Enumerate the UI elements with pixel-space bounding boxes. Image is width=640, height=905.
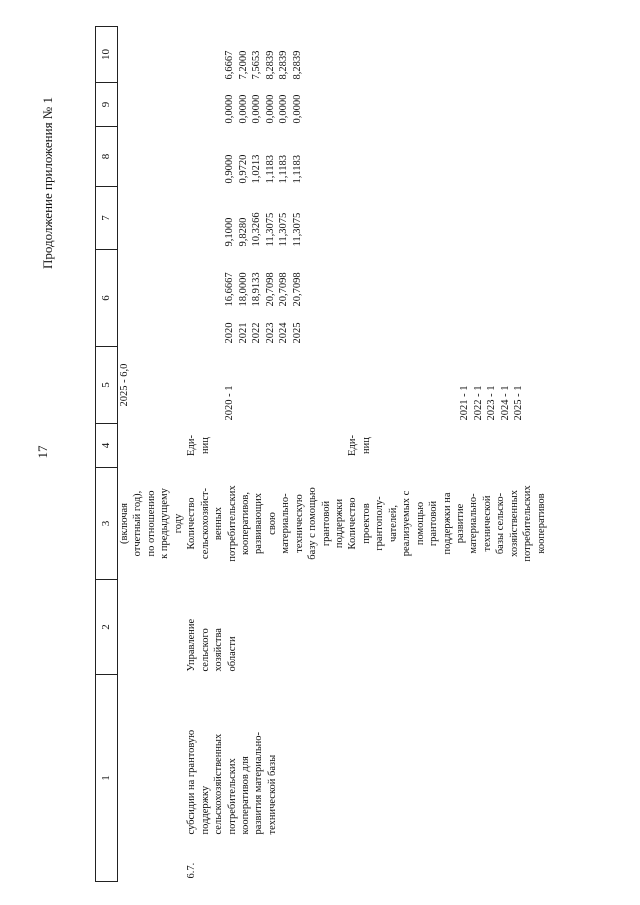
indicator-1-unit: Еди- ниц: [186, 435, 211, 456]
col7-cell: 11,3075: [278, 212, 290, 247]
table-row: [346, 27, 548, 882]
col10-cell: 8,2839: [291, 50, 303, 80]
col8-cell: 1,1183: [264, 155, 276, 184]
col-header-6: 6: [96, 250, 118, 347]
col7-cell: 9,8280: [237, 217, 249, 247]
col9-cell: 0,0000: [237, 94, 249, 124]
col9-cell: 0,0000: [251, 94, 263, 124]
executor: Управление сельского хозяйства области: [186, 618, 238, 672]
program-table: [95, 26, 548, 882]
col8-cell: 1,1183: [291, 155, 303, 184]
col-header-2: 2: [96, 580, 118, 675]
col6-cell: 20,7098: [264, 272, 276, 307]
measure-name: субсидии на грантовую поддержку сельскохозяйственных потребительских кооперативов для развития материально- технической базы: [186, 729, 278, 835]
col-header-7: 7: [96, 187, 118, 250]
col7-cell: 9,1000: [224, 217, 236, 247]
col8-cell: 0,9720: [237, 154, 249, 184]
col-header-4: 4: [96, 424, 118, 468]
col6-cell: 18,9133: [251, 272, 263, 307]
col9-cell: 0,0000: [278, 94, 290, 124]
indicator-1-name: Количество сельскохозяйст- венных потребительских кооперативов, развивающих свою материально- техническую базу с помощью грантовой поддержки: [186, 485, 345, 562]
col-header-8: 8: [96, 127, 118, 187]
col7-cell: 11,3075: [291, 212, 303, 247]
col6-cell: 20,7098: [278, 272, 290, 307]
col9-cell: 0,0000: [291, 94, 303, 124]
col10-cell: 8,2839: [264, 50, 276, 80]
indicator-2-base: 2023 - 1: [486, 385, 498, 421]
indicator-1-base: 2020 - 1: [224, 385, 236, 421]
col10-cell: 7,5653: [251, 50, 263, 80]
col8-cell: 0,9000: [224, 154, 236, 184]
col6-cell: 20,7098: [291, 272, 303, 307]
col-header-10: 10: [96, 27, 118, 83]
annex-title: Продолжение приложения № 1: [40, 97, 55, 269]
col8-cell: 1,0213: [251, 154, 263, 184]
indicator-2-unit: Еди- ниц: [347, 435, 372, 456]
col6-cell: 16,6667: [224, 272, 236, 307]
row-number: 6.7.: [186, 862, 198, 879]
continuation-row: [118, 27, 186, 882]
col10-cell: 6,6667: [224, 50, 236, 80]
col7-cell: 11,3075: [264, 212, 276, 247]
table-row: [185, 27, 346, 882]
indicator-2-base: 2025 - 1: [513, 385, 525, 421]
year-cell: 2021: [237, 322, 249, 344]
page-number: 17: [35, 445, 50, 459]
col-header-5: 5: [96, 347, 118, 424]
col-header-3: 3: [96, 468, 118, 580]
year-cell: 2024: [278, 322, 290, 344]
indicator-2-base: 2024 - 1: [499, 385, 511, 421]
base-continuation: 2025 - 6,0: [119, 363, 130, 407]
rotated-table-sheet: [95, 27, 640, 882]
year-cell: 2022: [251, 322, 263, 344]
col10-cell: 8,2839: [278, 50, 290, 80]
col7-cell: 10,3266: [251, 212, 263, 247]
col10-cell: 7,2000: [237, 50, 249, 80]
col8-cell: 1,1183: [278, 155, 290, 184]
indicator-2-base: 2022 - 1: [472, 385, 484, 421]
year-cell: 2023: [264, 322, 276, 344]
col-header-9: 9: [96, 83, 118, 127]
col6-cell: 18,0000: [237, 272, 249, 307]
indicator-2-name: Количество проектов грантополу- чателей, реализуемых с помощью грантовой поддержки на развитие материально- технической базы сельско- хозяйственных потребительских кооперативов: [347, 485, 547, 562]
col9-cell: 0,0000: [264, 94, 276, 124]
col-header-1: 1: [96, 675, 118, 882]
column-number-row: [96, 27, 118, 882]
year-cell: 2020: [224, 322, 236, 344]
year-cell: 2025: [291, 322, 303, 344]
indicator-continuation: (включая отчетный год), по отношению к предыдущему году: [119, 488, 184, 559]
col9-cell: 0,0000: [224, 94, 236, 124]
indicator-2-base: 2021 - 1: [459, 385, 471, 421]
